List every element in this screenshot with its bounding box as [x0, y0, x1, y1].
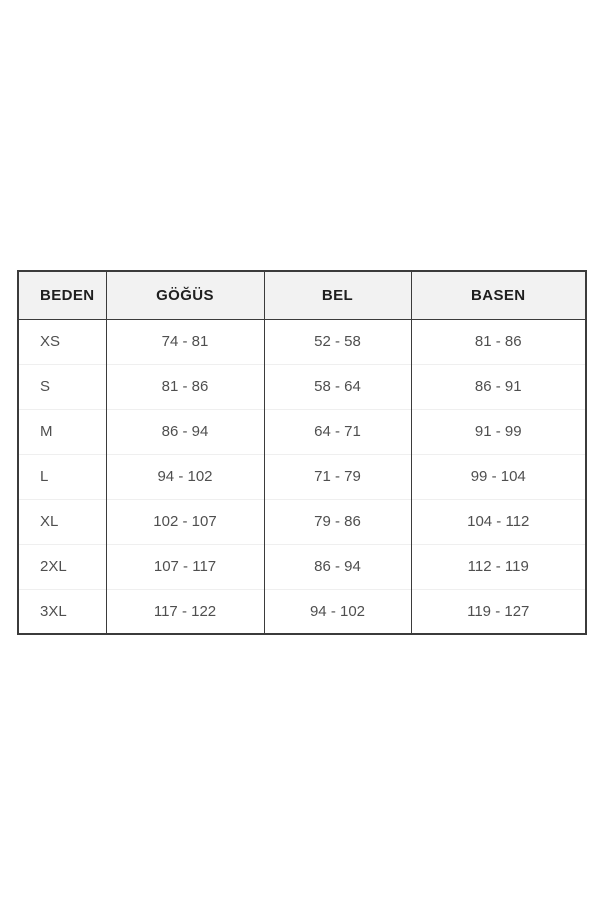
hips-cell: 104 - 112: [411, 499, 586, 544]
hips-cell: 81 - 86: [411, 319, 586, 364]
hips-cell: 119 - 127: [411, 589, 586, 634]
table-row: [18, 454, 586, 499]
header-row: [18, 271, 586, 319]
size-cell: L: [18, 454, 106, 499]
size-cell: 2XL: [18, 544, 106, 589]
chest-cell: 107 - 117: [106, 544, 264, 589]
table-row: [18, 319, 586, 364]
header-cell-bel: BEL: [264, 271, 411, 319]
hips-cell: 91 - 99: [411, 409, 586, 454]
size-cell: XS: [40, 333, 61, 350]
waist-cell: 86 - 94: [264, 544, 411, 589]
chest-cell: 74 - 81: [106, 319, 264, 364]
header-cell-beden: BEDEN: [18, 271, 106, 319]
waist-cell: 52 - 58: [264, 319, 411, 364]
chest-cell: 102 - 107: [106, 499, 264, 544]
header-cell-basen: BASEN: [411, 271, 586, 319]
table-row: [18, 544, 586, 589]
size-cell: S: [18, 364, 106, 409]
waist-cell: 94 - 102: [264, 589, 411, 634]
table-row: [18, 499, 586, 544]
table-row: [18, 589, 586, 634]
header-cell-gogus: GÖĞÜS: [106, 271, 264, 319]
hips-cell: 99 - 104: [411, 454, 586, 499]
size-cell: 3XL: [18, 589, 106, 634]
chest-cell: 81 - 86: [106, 364, 264, 409]
hips-cell: 86 - 91: [411, 364, 586, 409]
table-row: [18, 409, 586, 454]
waist-cell: 79 - 86: [264, 499, 411, 544]
chest-cell: 86 - 94: [106, 409, 264, 454]
waist-cell: 58 - 64: [264, 364, 411, 409]
table-row: [18, 364, 586, 409]
size-chart-header: [18, 271, 586, 319]
hips-cell: 112 - 119: [411, 544, 586, 589]
waist-cell: 71 - 79: [264, 454, 411, 499]
chest-cell: 94 - 102: [106, 454, 264, 499]
size-cell: M: [18, 409, 106, 454]
size-chart-table: [17, 270, 587, 635]
waist-cell: 64 - 71: [264, 409, 411, 454]
chest-cell: 117 - 122: [106, 589, 264, 634]
size-chart-body: [18, 319, 586, 634]
size-cell: XL: [18, 499, 106, 544]
